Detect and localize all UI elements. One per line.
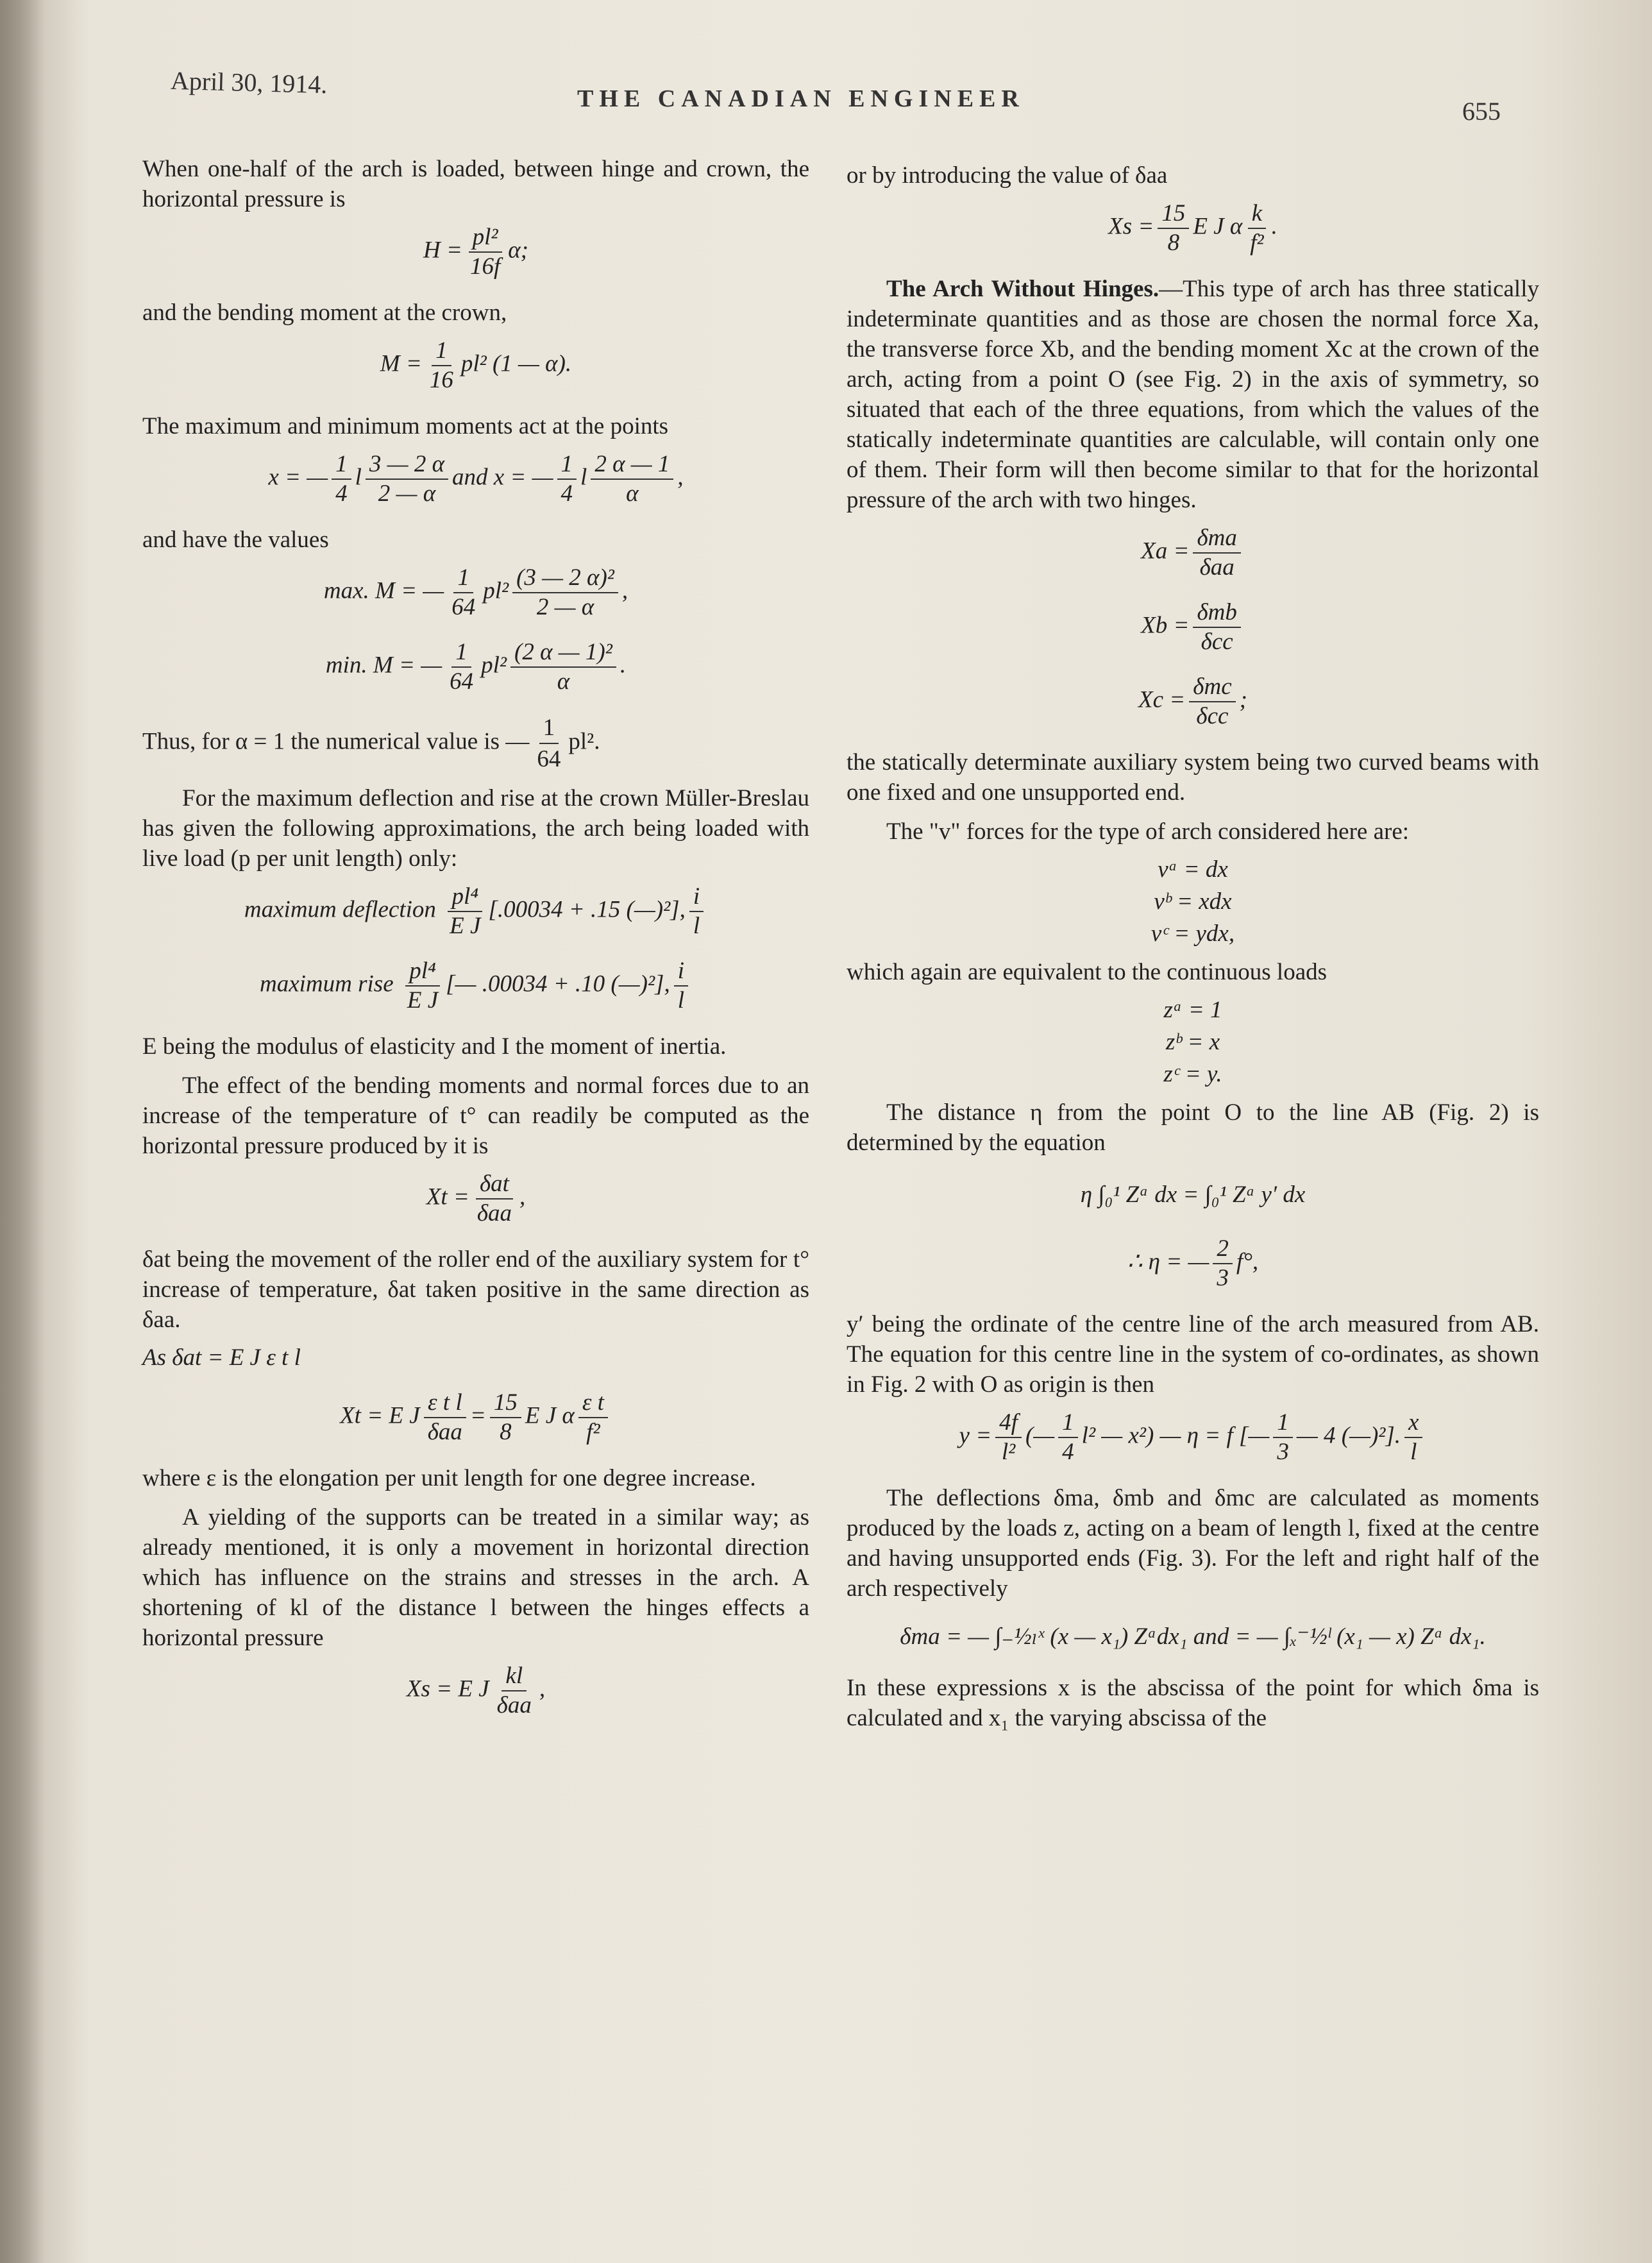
fraction <box>1246 199 1267 257</box>
text-run: —This type of arch has three statically indeterminate quantities and as those are chosen the normal force Xa, the transverse force Xb, and the bending moment Xc at the crown of the arch, acting from a point O (see Fig. 2) in the axis of symmetry, so situated that each of the three equations, from which the values of the statically indeterminate quantities are calculable, will contain only one of them. Their form will then become similar to that for the horizontal pressure of the arch with two hinges. <box>847 276 1539 513</box>
journal-title: THE CANADIAN ENGINEER <box>577 85 1025 112</box>
numerator: 1 <box>453 564 473 593</box>
denominator: δcc <box>1196 703 1229 729</box>
eq-lhs: Xt = <box>426 1183 469 1210</box>
numerator: k <box>1248 199 1266 229</box>
equation-eta <box>847 1235 1539 1293</box>
eq-part: l <box>355 464 362 491</box>
denominator: E J <box>407 987 439 1013</box>
right-column <box>847 160 1539 1742</box>
equation-centre-line <box>847 1409 1539 1466</box>
fraction <box>1273 1409 1293 1466</box>
numerator: 1 <box>332 450 351 480</box>
equation-va: vᵃ = dx <box>1158 856 1228 883</box>
equation-xs <box>847 199 1539 257</box>
eq-lhs: Xs = E J <box>406 1675 489 1702</box>
eq-tail: α; <box>508 237 528 264</box>
equation-integral: η ∫₀¹ Zᵃ dx = ∫₀¹ Zᵃ y′ dx <box>1080 1182 1306 1208</box>
denominator: l <box>1410 1439 1417 1465</box>
text-run: Thus, for α = 1 the numerical value is — <box>142 728 530 755</box>
numerator: (3 — 2 α)² <box>512 564 618 593</box>
fraction <box>674 957 688 1015</box>
equation-zb: zᵇ = x <box>1165 1029 1220 1055</box>
numerator: 15 <box>490 1389 521 1418</box>
eq-tail: , <box>519 1183 526 1210</box>
denominator: δaa <box>427 1419 462 1445</box>
equation-min-moment <box>142 638 809 696</box>
denominator: 64 <box>451 594 476 620</box>
numerator: 4f <box>995 1409 1022 1438</box>
paragraph: and have the values <box>142 527 329 553</box>
denominator: δaa <box>496 1692 532 1718</box>
fraction <box>533 713 564 774</box>
fraction <box>1189 673 1235 731</box>
eq-lhs: M = <box>380 350 422 377</box>
eq-lhs: max. M = — <box>323 577 444 604</box>
fraction <box>473 1170 516 1228</box>
fraction <box>1058 1409 1078 1466</box>
denominator: 3 <box>1217 1265 1229 1291</box>
paragraph: A yielding of the supports can be treated in a similar way; as already mentioned, it is only a movement in horizontal direction which has influence on the strains and stresses in the arch. A shortening of kl of the distance l between the hinges effects a horizontal pressure <box>142 1504 809 1651</box>
eq-lhs: Xs = <box>1108 213 1154 240</box>
equation-max-moment <box>142 564 809 622</box>
eq-part: l <box>580 464 587 491</box>
paragraph: δat being the movement of the roller end of the auxiliary system for t° increase of temperature, δat taken positive in the same direction as δaa. <box>142 1246 809 1333</box>
fraction <box>446 638 477 696</box>
paragraph: which again are equivalent to the continuous loads <box>847 959 1328 985</box>
denominator: 3 <box>1277 1439 1289 1465</box>
eq-part: — 4 (—)²]. <box>1296 1422 1401 1449</box>
eq-lhs: Xt = E J <box>340 1402 420 1429</box>
eq-tail: pl² (1 — α). <box>460 350 572 377</box>
equation-xa <box>847 524 1539 582</box>
numerator: ε t <box>578 1389 608 1418</box>
eq-part: E J α <box>525 1402 575 1429</box>
fraction <box>1193 598 1240 656</box>
equation-max-deflection <box>142 883 809 940</box>
numerator: i <box>689 883 704 912</box>
equation-temperature-pressure <box>142 1170 809 1228</box>
numerator: δmc <box>1189 673 1235 702</box>
fraction <box>1158 199 1189 257</box>
fraction <box>424 1389 466 1446</box>
equation-crown-moment <box>142 337 809 394</box>
denominator: δcc <box>1201 629 1233 655</box>
numerator: 1 <box>451 638 471 668</box>
fraction <box>1193 524 1240 582</box>
equation-moment-points <box>142 450 809 508</box>
eq-lhs: ∴ η = — <box>1127 1248 1210 1275</box>
denominator: δaa <box>1199 554 1235 581</box>
numerator: δma <box>1193 524 1240 554</box>
issue-date: April 30, 1914. <box>170 65 328 99</box>
denominator: 2 — α <box>536 594 594 620</box>
fraction <box>1404 1409 1422 1466</box>
eq-tail: . <box>620 652 627 679</box>
denominator: δaa <box>476 1200 512 1226</box>
equation-vb: vᵇ = xdx <box>1154 888 1232 915</box>
equation-horizontal-pressure <box>142 223 809 281</box>
fraction <box>366 450 448 508</box>
denominator: 8 <box>500 1419 512 1445</box>
eq-tail: , <box>621 577 628 604</box>
numerator: 1 <box>539 713 559 744</box>
paragraph-arch-without-hinges <box>847 274 1539 515</box>
numerator: 1 <box>432 337 451 366</box>
fraction <box>493 1662 535 1720</box>
eq-part: [.00034 + .15 (—)²], <box>488 896 686 923</box>
numerator: (2 α — 1)² <box>510 638 616 668</box>
equation-xc <box>847 673 1539 731</box>
equation-zc: zᶜ = y. <box>1163 1061 1222 1087</box>
numerator: i <box>674 957 688 987</box>
equation-delta-at: As δat = E J ε t l <box>142 1344 301 1371</box>
numerator: x <box>1404 1409 1422 1438</box>
denominator: l <box>677 987 684 1013</box>
eq-lhs: maximum deflection <box>244 896 436 923</box>
fraction <box>689 883 704 940</box>
section-heading: The Arch Without Hinges. <box>886 276 1159 302</box>
paragraph: and the bending moment at the crown, <box>142 300 507 326</box>
fraction <box>995 1409 1022 1466</box>
eq-tail: f°, <box>1236 1248 1259 1275</box>
paragraph: where ε is the elongation per unit length for one degree increase. <box>142 1465 756 1491</box>
fraction <box>512 564 618 622</box>
eq-part: and x = — <box>452 464 553 491</box>
numerator: pl⁴ <box>448 883 482 912</box>
eq-tail: . <box>1271 213 1277 240</box>
left-column <box>142 154 809 1736</box>
denominator: α <box>626 480 639 507</box>
fraction <box>510 638 616 696</box>
eq-lhs: maximum rise <box>260 970 394 997</box>
eq-lhs: Xc = <box>1138 686 1186 713</box>
denominator: 4 <box>335 480 348 507</box>
denominator: 16f <box>469 253 501 280</box>
numerator: 3 — 2 α <box>366 450 448 480</box>
eq-lhs: y = <box>959 1422 992 1449</box>
eq-part: (— <box>1025 1422 1055 1449</box>
fraction <box>591 450 673 508</box>
equation-deflection-integrals: δma = — ∫₋½ₗˣ (x — x₁) Zᵃdx₁ and = — ∫ₓ⁻½ˡ (x₁ — x) Zᵃ dx₁. <box>900 1623 1486 1650</box>
numerator: 15 <box>1158 199 1189 229</box>
denominator: 16 <box>429 367 453 393</box>
numerator: kl <box>501 1662 527 1691</box>
paragraph: The maximum and minimum moments act at the points <box>142 413 669 439</box>
eq-part: E J α <box>1193 213 1243 240</box>
eq-lhs: min. M = — <box>325 652 442 679</box>
numerator: pl² <box>469 223 502 253</box>
paragraph: The effect of the bending moments and normal forces due to an increase of the temperature of t° can readily be computed as the horizontal pressure produced by it is <box>142 1072 809 1159</box>
fraction <box>490 1389 521 1446</box>
paragraph: In these expressions x is the abscissa of the point for which δma is calculated and x₁ the varying abscissa of the <box>847 1675 1539 1731</box>
paragraph: The deflections δma, δmb and δmc are calculated as moments produced by the loads z, acting on a beam of length l, fixed at the centre and having unsupported ends (Fig. 3). For the left and right half of the arch respectively <box>847 1485 1539 1602</box>
denominator: 2 — α <box>378 480 436 507</box>
eq-part: , <box>677 464 684 491</box>
fraction <box>1213 1235 1233 1293</box>
denominator: 64 <box>450 668 474 695</box>
eq-lhs: Xb = <box>1141 612 1190 639</box>
denominator: 8 <box>1167 230 1180 256</box>
fraction <box>578 1389 608 1446</box>
eq-tail: ; <box>1239 686 1247 713</box>
equation-vc: vᶜ = ydx, <box>1150 920 1235 947</box>
fraction <box>448 564 479 622</box>
denominator: 4 <box>1062 1439 1074 1465</box>
numerator: δmb <box>1193 598 1240 628</box>
numerator: 1 <box>1273 1409 1293 1438</box>
numerator: 2 α — 1 <box>591 450 673 480</box>
fraction <box>426 337 457 394</box>
text-run: pl². <box>568 728 600 755</box>
paragraph: or by introducing the value of δaa <box>847 162 1168 189</box>
numerator: pl⁴ <box>405 957 440 987</box>
eq-tail: , <box>539 1675 546 1702</box>
fraction <box>557 450 577 508</box>
equation-max-rise <box>142 957 809 1015</box>
equation-za: zᵃ = 1 <box>1163 997 1222 1023</box>
eq-lhs: H = <box>423 237 462 264</box>
equation-xt <box>142 1389 809 1446</box>
denominator: 64 <box>537 746 561 772</box>
binding-shadow <box>0 0 45 2263</box>
eq-part: = <box>469 1402 486 1429</box>
denominator: f² <box>1250 230 1264 256</box>
fraction <box>446 883 484 940</box>
paragraph: the statically determinate auxiliary system being two curved beams with one fixed and one unsupported end. <box>847 749 1539 806</box>
page-number: 655 <box>1462 97 1501 126</box>
numerator: ε t l <box>424 1389 466 1418</box>
fraction <box>466 223 504 281</box>
paragraph: The "v" forces for the type of arch considered here are: <box>886 818 1410 845</box>
denominator: f² <box>586 1419 600 1445</box>
eq-part: [— .00034 + .10 (—)²], <box>446 970 670 997</box>
numerator: 2 <box>1213 1235 1233 1264</box>
numerator: δat <box>476 1170 513 1199</box>
denominator: l <box>693 913 700 939</box>
eq-part: l² — x²) — η = f [— <box>1081 1422 1270 1449</box>
paragraph: The distance η from the point O to the line AB (Fig. 2) is determined by the equation <box>847 1099 1539 1156</box>
paragraph: y′ being the ordinate of the centre line of the arch measured from AB. The equation for this centre line in the system of co-ordinates, as shown in Fig. 2 with O as origin is then <box>847 1311 1539 1398</box>
eq-lhs: Xa = <box>1141 538 1190 564</box>
fraction <box>403 957 442 1015</box>
denominator: α <box>557 668 570 695</box>
eq-part: pl² <box>481 652 507 679</box>
numerator: 1 <box>1058 1409 1078 1438</box>
equation-xb <box>847 598 1539 656</box>
equation-xs-shortening <box>142 1662 809 1720</box>
paragraph-numerical-value <box>142 713 809 774</box>
numerator: 1 <box>557 450 577 480</box>
eq-part: pl² <box>483 577 509 604</box>
denominator: 4 <box>560 480 573 507</box>
paragraph: When one-half of the arch is loaded, between hinge and crown, the horizontal pressure is <box>142 156 809 212</box>
denominator: l² <box>1001 1439 1016 1465</box>
paragraph: For the maximum deflection and rise at the crown Müller-Breslau has given the following approximations, the arch being loaded with live load (p per unit length) only: <box>142 785 809 872</box>
eq-part: x = — <box>268 464 328 491</box>
fraction <box>332 450 351 508</box>
denominator: E J <box>450 913 481 939</box>
paragraph: E being the modulus of elasticity and I the moment of inertia. <box>142 1033 727 1060</box>
